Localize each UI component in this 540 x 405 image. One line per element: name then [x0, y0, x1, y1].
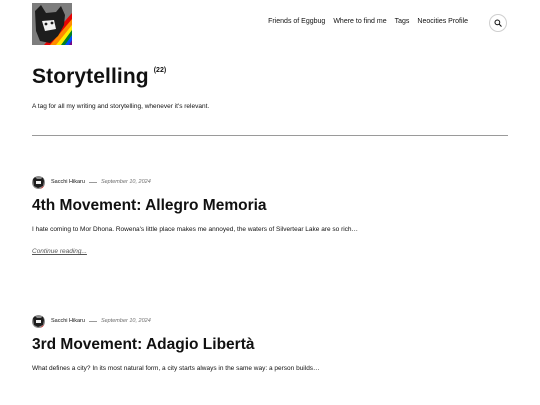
post-excerpt: I hate coming to Mor Dhona. Rowena's little place makes me annoyed, the waters of Silvertear Lake are so rich…: [32, 226, 359, 233]
post-meta: [32, 314, 508, 328]
post-title[interactable]: 4th Movement: Allegro Memoria: [32, 197, 267, 214]
nav-item-friends-of-eggbug[interactable]: Friends of Eggbug: [268, 18, 326, 25]
cat-pride-avatar-icon: [32, 3, 72, 45]
author-avatar-icon: [32, 176, 45, 189]
nav-item-where-to-find-me[interactable]: Where to find me: [333, 18, 387, 25]
search-icon: [494, 19, 502, 27]
post-count: (22): [153, 67, 167, 74]
page-title: Storytelling: [32, 65, 149, 88]
post-author[interactable]: Sacchi Hikaru: [51, 179, 85, 185]
main-nav: [268, 18, 468, 25]
site-logo[interactable]: [32, 3, 72, 45]
author-avatar[interactable]: [32, 176, 45, 189]
post-excerpt: What defines a city? In its most natural form, a city starts always in the same way: a person builds…: [32, 365, 320, 372]
search-button[interactable]: [489, 14, 507, 32]
post-item: [32, 314, 508, 374]
site-header: [0, 0, 540, 48]
divider: [32, 135, 508, 136]
post-item: [32, 175, 508, 258]
meta-separator: [89, 321, 97, 322]
archive-header: [32, 64, 166, 90]
author-avatar-icon: [32, 315, 45, 328]
post-meta: [32, 175, 508, 189]
nav-item-tags[interactable]: Tags: [394, 18, 410, 25]
meta-separator: [89, 182, 97, 183]
post-author[interactable]: Sacchi Hikaru: [51, 318, 85, 324]
author-avatar[interactable]: [32, 315, 45, 328]
continue-reading-link[interactable]: Continue reading...: [32, 248, 87, 255]
nav-item-neocities-profile[interactable]: Neocities Profile: [417, 18, 468, 25]
post-date[interactable]: September 10, 2024: [100, 179, 151, 185]
archive-description: A tag for all my writing and storytelling, whenever it's relevant.: [32, 103, 210, 110]
post-title[interactable]: 3rd Movement: Adagio Libertà: [32, 336, 255, 353]
post-date[interactable]: September 10, 2024: [100, 318, 151, 324]
